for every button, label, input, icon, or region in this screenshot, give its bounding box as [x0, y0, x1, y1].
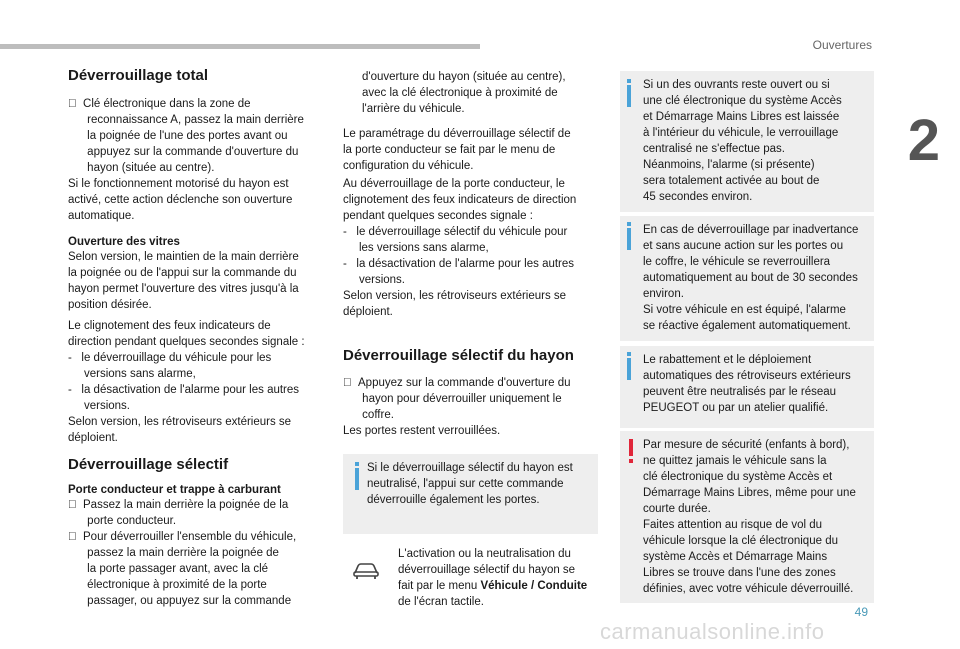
- paragraph-total-1-text: Clé électronique dans la zone de reconnaissance A, passez la main derrière la poignée de l'une des portes avant ou appuyez sur la commande d'ouverture du hayon (située au centre). Si le fonctionnement motorisé du hayon est activé, cette action déclenche son ouverture automatique.: [68, 98, 304, 222]
- paragraph-conducteur: Au déverrouillage de la porte conducteur, le clignotement des feux indicateurs de direction pendant quelques secondes signale : - le déverrouillage sélectif du véhicule pour les versions sans alarme, - la désactivation de l'alarme pour les autres versions. Selon version, les rétroviseurs extérieurs se déploient.: [343, 178, 577, 318]
- paragraph-continued: d'ouverture du hayon (située au centre), avec la clé électronique à proximité de l'arrière du véhicule.: [362, 71, 566, 115]
- paragraph-parametrage: Le paramétrage du déverrouillage sélectif de la porte conducteur se fait par le menu de configuration du véhicule.: [343, 128, 571, 172]
- paragraph-selectif: Passez la main derrière la poignée de la porte conducteur. Pour déverrouiller l'ensemble du véhicule, passez la main derrière la poignée de la porte passager avant, avec la clé électronique à proximité de la porte passager, ou appuyez sur la commande: [77, 499, 292, 607]
- paragraph-total-1: [68, 96, 304, 224]
- paragraph-vitres: Selon version, le maintien de la main derrière la poignée ou de l'appui sur la commande du hayon permet l'ouverture des vitres jusqu'à la position désirée.: [68, 251, 299, 311]
- car-icon: [352, 560, 380, 580]
- warning-icon: [629, 439, 633, 456]
- subheading-porte-conducteur: Porte conducteur et trappe à carburant: [68, 484, 281, 496]
- info-icon: [627, 85, 631, 107]
- page-number: 49: [854, 605, 868, 619]
- info-retroviseurs-text: Le rabattement et le déploiement automatiques des rétroviseurs extérieurs peuvent être neutralisés par le réseau PEUGEOT ou par un atelier qualifié.: [643, 354, 851, 414]
- chapter-number: 2: [907, 108, 940, 173]
- info-box-retroviseurs: [620, 346, 874, 428]
- info-inadvertance-text: En cas de déverrouillage par inadvertance et sans aucune action sur les portes ou le coffre, le véhicule se reverrouillera automatiquement au bout de 30 secondes environ. Si votre véhicule en est équipé, l'alarme se réactive également automatiquement.: [643, 224, 859, 332]
- warning-box-securite: [620, 431, 874, 603]
- header-rule: [0, 44, 480, 49]
- heading-deverrouillage-total: Déverrouillage total: [68, 67, 209, 84]
- info-box-inadvertance: [620, 216, 874, 341]
- heading-deverrouillage-selectif: Déverrouillage sélectif: [68, 456, 229, 473]
- info-icon: [627, 358, 631, 380]
- subheading-vitres: Ouverture des vitres: [68, 236, 180, 248]
- paragraph-clignotement: Le clignotement des feux indicateurs de direction pendant quelques secondes signale : - le déverrouillage du véhicule pour les versions sans alarme, - la désactivation de l'alarme pour les autres versions. Selon version, les rétroviseurs extérieurs se déploient.: [68, 320, 305, 444]
- section-title: Ouvertures: [812, 38, 872, 52]
- watermark: carmanualsonline.info: [600, 619, 825, 644]
- paragraph-hayon: Appuyez sur la commande d'ouverture du hayon pour déverrouiller uniquement le coffre. Les portes restent verrouillées.: [343, 377, 565, 437]
- car-note-menu: Véhicule / Conduite: [480, 580, 588, 592]
- heading-selectif-hayon: Déverrouillage sélectif du hayon: [343, 347, 574, 364]
- car-note-text-2: de l'écran tactile.: [398, 596, 484, 608]
- info-box-ouvrants: [620, 71, 874, 212]
- car-note-text-1: L'activation ou la neutralisation du déverrouillage sélectif du hayon se fait par le menu: [398, 548, 576, 592]
- info-hayon-text: Si le déverrouillage sélectif du hayon est neutralisé, l'appui sur cette commande déverrouille également les portes.: [367, 462, 573, 506]
- car-note: [398, 546, 587, 610]
- warning-securite-text: Par mesure de sécurité (enfants à bord), ne quittez jamais le véhicule sans la clé électronique du système Accès et Démarrage Mains Libres, même pour une courte durée. Faites attention au risque de vol du véhicule lorsque la clé électronique du système Accès et Démarrage Mains Libres se trouve dans l'une des zones définies, avec votre véhicule déverrouillé.: [643, 439, 856, 595]
- info-ouvrants-text: Si un des ouvrants reste ouvert ou si une clé électronique du système Accès et Démarrage Mains Libres est laissée à l'intérieur du véhicule, le verrouillage centralisé ne s'effectue pas. Néanmoins, l'alarme (si présente) sera totalement activée au bout de 45 secondes environ.: [643, 79, 842, 203]
- info-icon: [627, 228, 631, 250]
- info-icon: [355, 468, 359, 490]
- info-box-hayon: [343, 454, 598, 534]
